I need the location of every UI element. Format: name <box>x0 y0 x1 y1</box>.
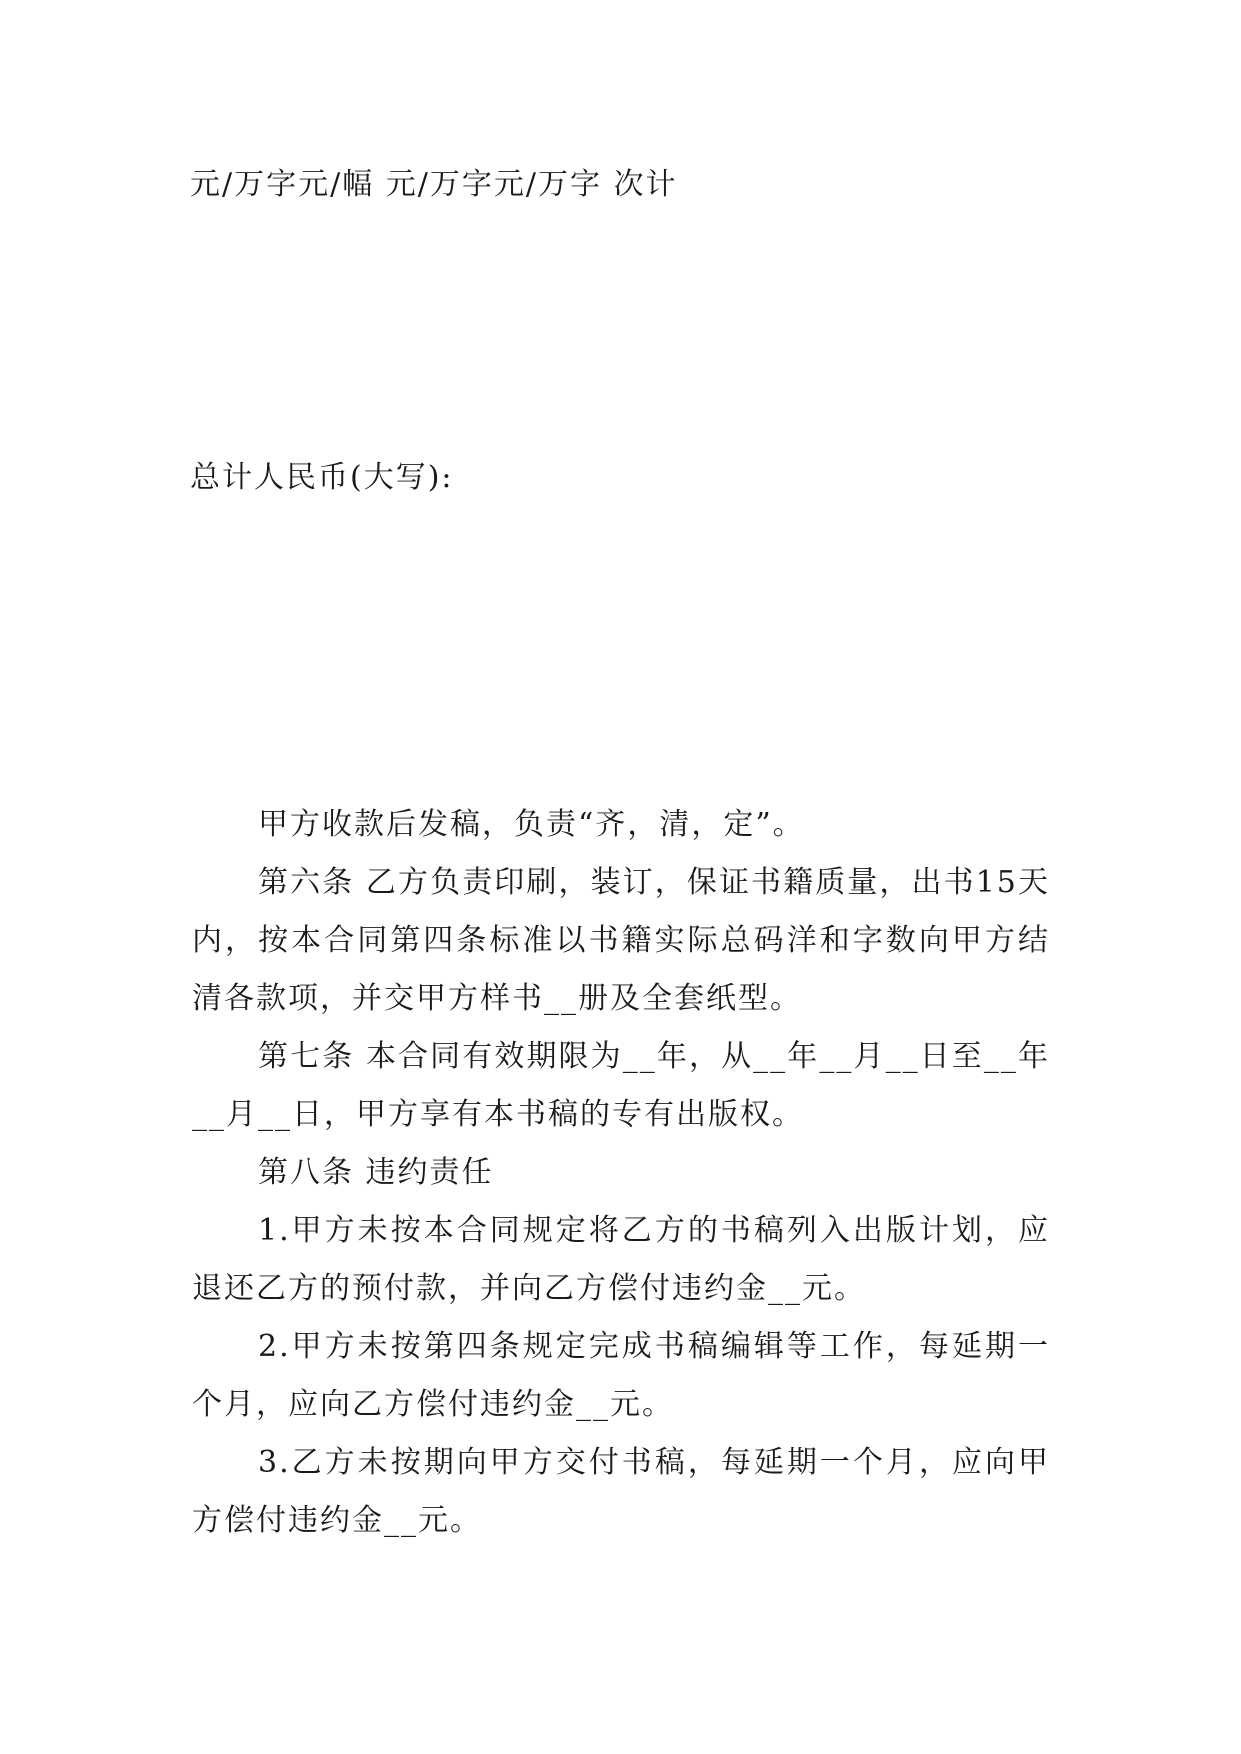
total-amount-line: 总计人民币(大写): <box>190 460 454 495</box>
contract-body <box>192 796 1050 1550</box>
paragraph-clause-1: 1.甲方未按本合同规定将乙方的书稿列入出版计划，应退还乙方的预付款，并向乙方偿付违约金__元。 <box>192 1213 1050 1306</box>
paragraph-article-6: 第六条 乙方负责印刷，装订，保证书籍质量，出书15天内，按本合同第四条标准以书籍实际总码洋和字数向甲方结清各款项，并交甲方样书__册及全套纸型。 <box>192 865 1050 1016</box>
paragraph-clause-3: 3.乙方未按期向甲方交付书稿，每延期一个月，应向甲方偿付违约金__元。 <box>192 1445 1050 1538</box>
paragraph-article-8-heading: 第八条 违约责任 <box>258 1155 494 1190</box>
paragraph-article-7: 第七条 本合同有效期限为__年，从__年__月__日至__年__月__日，甲方享有本书稿的专有出版权。 <box>192 1039 1050 1132</box>
fee-rate-line: 元/万字元/幅 元/万字元/万字 次计 <box>190 167 678 202</box>
paragraph-clause-2: 2.甲方未按第四条规定完成书稿编辑等工作，每延期一个月，应向乙方偿付违约金__元。 <box>192 1329 1050 1422</box>
paragraph-payment-note: 甲方收款后发稿，负责“齐，清，定”。 <box>258 807 805 842</box>
